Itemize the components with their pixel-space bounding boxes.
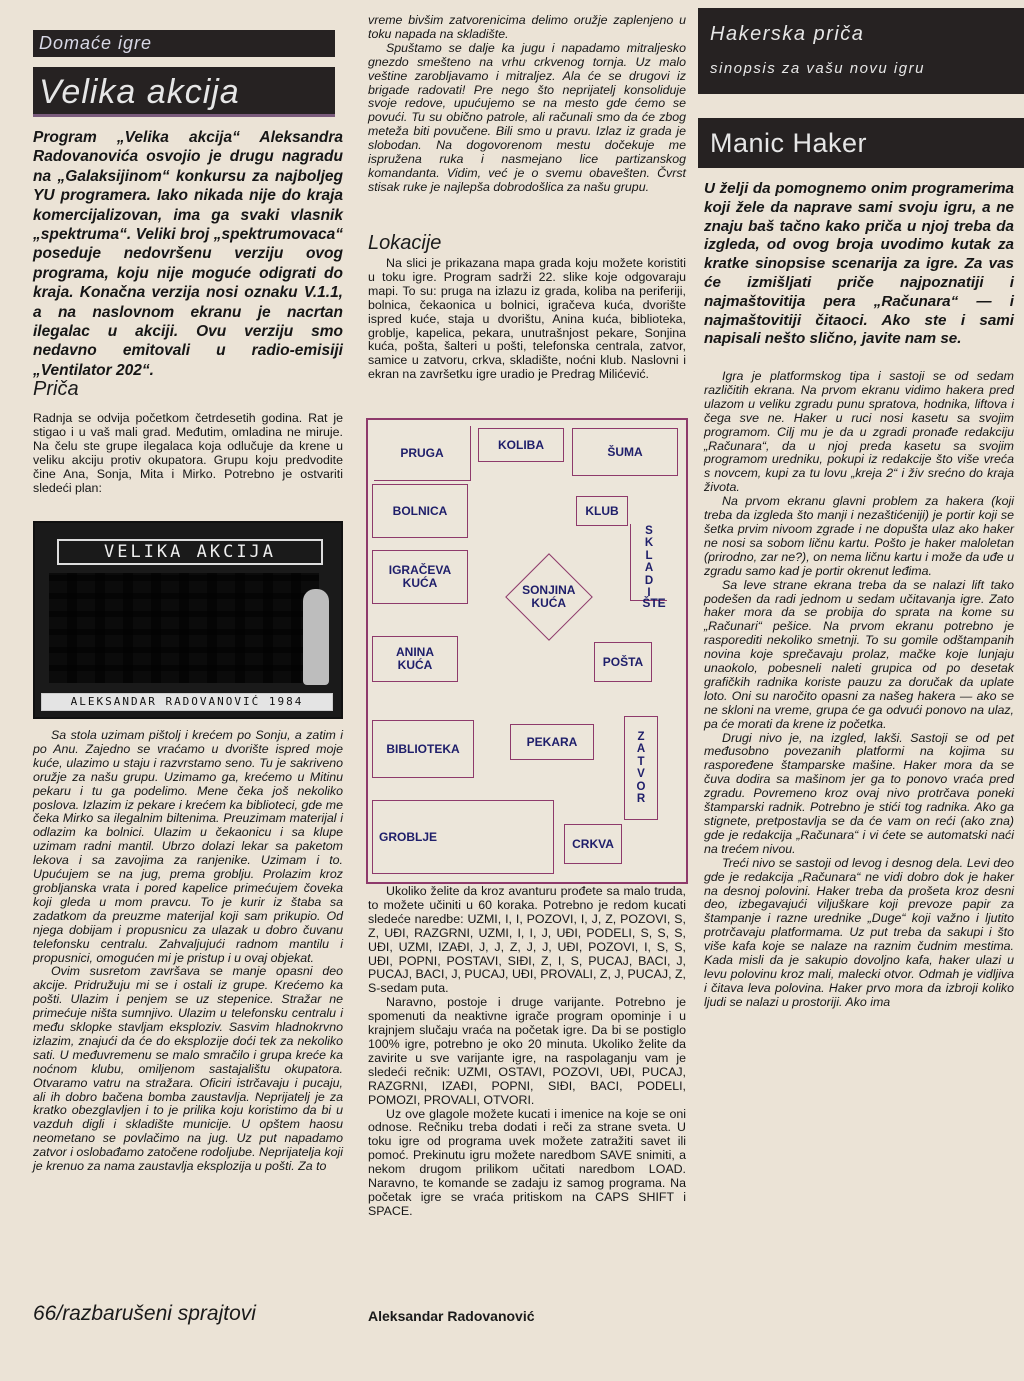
walkthrough-continued: vreme bivšim zatvorenicima delimo oružje zaplenjeno u toku napada na skladište. Spuštamo se dalje ka jugu i napadamo mitraljesko gnezdo smešteno na vrhu crkvenog tornja. Uz malo veštine zarobljavamo i mitraljez. Ala će se drugovi iz brigade radovati! Pre nego što neprijatelj konsoliduje svoje redove, upućujemo se na mesto gde ćemo se povući. Tu su obično patrole, ali računali smo da će zbog meteža biti povučene. Bili smo u pravu. Izlaz iz grada je slobodan. Na dogovorenom mestu dočekuje me ispružena ruka i nasmejano lice partizanskog komandanta. Vidim, već je o svemu obavešten. Čvrst stisak ruke je najlepša dobrodošlica za našu grupu.: [368, 13, 686, 194]
map-bolnica: BOLNICA: [372, 484, 468, 538]
banner-subtitle: sinopsis za vašu novu igru: [710, 60, 925, 77]
commands-text: Ukoliko želite da kroz avanturu prođete sa malo truda, to možete učiniti u 60 koraka. Potrebno je redom kucati sledeće naredbe: UZMI, I, I, POZOVI, I, J, Z, POZOVI, S, Z, UĐI, RAZGRNI, UZMI, I, I, J, UĐI, PODELI, S, S, S, UĐI, UZMI, IZAĐI, J, J, Z, J, J, UĐI, POZOVI, I, S, S, UĐI, POPNI, POSTAVI, SIĐI, Z, I, S, PUCAJ, BACI, J, PUCAJ, BACI, J, PUCAJ, UĐI, PROVALI, Z, J, PUCAJ, Z, S-sedam puta. Naravno, postoje i druge varijante. Potrebno je spomenuti da neaktivne igrače program opominje i u krajnjem slučaju vraća na početak igre. Da bi se postiglo 100% igre, potrebno je oko 20 minuta. Ukoliko želite da zavirite u sve varijante igre, na raspolaganju vam je sledeći rečnik: UZMI, OSTAVI, POZOVI, UĐI, PUCAJ, RAZGRNI, IZAĐI, POPNI, SIĐI, BACI, PODELI, POMOZI, PROVALI, OTVORI. Uz ove glagole možete kucati i imenice na koje se oni odnose. Rečniku treba dodati i reči za strane sveta. U toku igre od programa uvek možete zatražiti savet ili pomoć. Prekinutu igru možete naredbom SAVE snimiti, a nekom drugom prilikom učitati naredbom LOAD. Naravno, te komande se zadaju iz samog programa. Na početak igre se vraća pritiskom na CAPS SHIFT i SPACE.: [368, 884, 686, 1218]
illegal-fighter-figure: [303, 589, 329, 685]
author-signature: Aleksandar Radovanović: [368, 1308, 535, 1324]
map-klub: KLUB: [576, 496, 628, 526]
game-screenshot: [33, 521, 343, 719]
map-pruga: PRUGA: [374, 426, 471, 481]
article-lead: Program „Velika akcija“ Aleksandra Radovanovića osvojio je drugu nagradu na „Galaksijinom“ konkursu za najbolјeg YU programera. Iako nikada nije do kraja komercijalizovan, ima ga svaki vlasnik „spektruma“. Veliki broj „spektrumovaca“ poseduje nedovršenu verziju ovog programa, koju nije moguće odigrati do kraja. Konačna verzija nosi oznaku V.1.1, a na naslovnom ekranu je nacrtan ilegalac u akciji. Ovu verziju smo nedavno emitovali u radio-emisiji „Ventilator 202“.: [33, 129, 343, 379]
screenshot-caption: ALEKSANDAR RADOVANOVIĆ 1984: [41, 693, 333, 711]
map-skladiste-tail: ŠTE: [642, 595, 666, 610]
section-tag: Domaće igre: [33, 30, 335, 57]
map-zatvor: Z A T V O R: [624, 716, 658, 820]
map-igraceva-kuca: IGRAČEVA KUĆA: [372, 550, 468, 604]
page-folio: 66/razbarušeni sprajtovi: [33, 1302, 256, 1325]
map-anina-kuca: ANINA KUĆA: [372, 636, 458, 682]
right-lead: U želji da pomognemo onim programerima koji žele da naprave sami svoju igru, a ne znaju baš tačno kako priča u njoj treba da izgleda, od ovog broja uvodimo kutak za kratke sinopsise scenarija za igre. Za vas će izmišljati priče najpoznatiji i najmaštovitija pera „Računara“ — i najmaštovitiji čitaoci. Ako ste i sami napisali nešto slično, javite nam se.: [704, 180, 1014, 348]
map-suma: ŠUMA: [572, 428, 678, 476]
article-title: Velika akcija: [33, 67, 335, 117]
story-intro: Radnja se odvija početkom četrdesetih godina. Rat je stigao i u vaš mali grad. Međutim, omladina ne miruje. Na čelu ste grupe ilegalaca koja odlučuje da krene u veliku akciju protiv okupatora. Grupu koju predvodite čine Ana, Sonja, Mita i Mirko. Potrebno je ostvariti sledeći plan:: [33, 411, 343, 495]
synopsis-text: Igra je platformskog tipa i sastoji se od sedam različitih ekrana. Na prvom ekranu vidimo hakera pred ulazom u veliku zgradu punu spratova, hodnika, liftova i čega sve ne. Haker u ruci nosi kasetu sa svojim programom. Cilj mu je da u zgradi pronađe redakciju „Računara“, da u njoj preda kasetu sa svojim programom uredniku, pokupi iz redakcije što više vreća s novcem, kupi za tu lovu „kreja 2“ i živ srećno do kraja života. Na prvom ekranu glavni problem za hakera (koji treba da izgleda što manji i nezaštićeniji) je portir koji se šetka prvim nivoom zgrade i ne dopušta ulaz ako haker ne nosi sa sobom ličnu kartu. Pošto je haker maloletan (prirodno, zar ne?), on nema ličnu kartu i može da uđe u zgradu samo kad je portir okrenut leđima. Sa leve strane ekrana treba da se nalazi lift tako podešen da radi jednom u sedam učitavanja igre. Zato haker mora da se probija do sprata na kome su „Računari“ pešice. Na prvom ekranu potrebno je rasporediti nekoliko smetnji. To su gomile odštampanih novina koje sprečavaju prolaz, mačke koje lunjaju unaokolo, pobesneli naleti grupica od po desetak grafičkih radnika koriste pauzu za doručak da uplate loto. Oni su naročito opasni za našeg hakera — ako se ne skloni na vreme, grupa će ga odvući ponovo na ulaz, pa će morati da krene iz početka. Drugi nivo je, na izgled, lakši. Sastoji se od pet međusobno povezanih platformi na kojima su raspoređene štamparske mašine. Haker mora da se čuva dodira sa mašinom jer ga to ponovo vraća pred zgradu. Povremeno kroz ovaj nivo protrčava poneki štamparski radnik. Potrebno je stići tog radnika. Ako ga stignete, pretpostavlja se da će vam on reći (ako zna) gde je redakcija „Računara“ i vi ćete se automatski naći na trećem nivou. Treći nivo se sastoji od levog i desnog dela. Levi deo gde je redakcija „Računara“ ne vidi dobro dok je haker na desnoj polovini. Haker treba da prošeta kroz desni deo, izbegavajući viljuškare koji prevoze papir za štampanje i razne urednike „Duge“ koji važno i ljutito protrčavaju platformama. Uz put treba da sakupi i što više kafa koje se nalaze na raznim čudnim mestima. Kada misli da je sakupio dovoljno kafa, haker ulazi u levu polovinu kroz mali, malecki otvor. Odmah je vidljiva i čitava leva polovina. Haker prvo mora da izbroji koliko ljudi se nalazi u prostoriji. Ako ima: [704, 369, 1014, 1009]
map-pekara: PEKARA: [510, 724, 594, 760]
map-posta: POŠTA: [594, 642, 652, 682]
right-banner: [698, 8, 1024, 94]
walkthrough-text: Sa stola uzimam pištolj i krećem po Sonju, a zatim i po Anu. Zajedno se vraćamo u dvorište ispred moje kuće, ulazimo u staju i razvrstamo seno. Tu je sakriveno oružje za našu grupu. Uzimamo ga, krećemo u Mitinu pekaru i tu ga podelimo. Mene čeka još nekoliko poslova. Izlazim iz pekare i krećem ka biblioteci, gde me čeka Mirko sa ilegalnim biltenima. Preuzimam materijal i odlazim ka bolnici. Ulazim u čekaonicu i sa klupe uzimam radni mantil. Ubrzo dolazi lekar sa paketom lekova i sa zavojima za ranjenike. Uzimam i to. Upućujem se na jug, prema groblju. Prolazim kroz grobljanska vrata i pored kapelice primećujem čoveka koji gleda u mom pravcu. To je kurir iz štaba sa zadatkom da preuzme materijal koji sam prikupio. Od njega dobijam i propusnicu za ulazak u dobro čuvanu telefonsku centralu. Zahvaljujući radnom mantilu i propusnici, omogućen mi je pristup i u ovaj objekat. Ovim susretom završava se manje opasni deo akcije. Pridružuju mi se i ostali iz grupe. Krećemo ka pošti. Ulazim i penjem se uz stepenice. Stražar ne primećuje ništa sumnjivo. Ulazim u telefonsku centralu i među sklopke stavljam eksploziv. Sasvim hladnokrvno izlazim, znajući da će do eksplozije doći tek za nekoliko sati. U međuvremenu se malo smračilo i grupa kreće ka noćnom klubu, omiljenom sastajalištu okupatora. Otvaramo vatru na stražara. Oficiri istrčavaju i pucaju, ali ih dobro bačena bomba zaustavlja. Neprijatelj je za kratko obezglavljen i to je prilika koju koristimo da bi u vazduh digli i skladište municije. U opštem haosu neometano se povlačimo na jug. Uz put napadamo zatvor i oslobađamo zatočene rodoljube. Neprijatelja koji je krenuo za nama zaustavlja eksplozija u pošti. Za to: [33, 728, 343, 1174]
map-biblioteka: BIBLIOTEKA: [372, 720, 474, 778]
right-title: Manic Haker: [698, 118, 1024, 168]
map-skladiste: S K L A D I: [630, 524, 667, 601]
locations-heading: Lokacije: [368, 232, 442, 254]
map-koliba: KOLIBA: [478, 428, 564, 462]
screenshot-title: VELIKA AKCIJA: [57, 539, 323, 565]
map-groblje: GROBLJE: [372, 800, 554, 874]
screenshot-scene: [49, 573, 319, 683]
map-sonjina-kuca: SONJINA KUĆA: [505, 553, 593, 641]
city-map: [366, 418, 688, 884]
story-heading: Priča: [33, 378, 79, 400]
banner-title: Hakerska priča: [710, 23, 865, 45]
locations-text: Na slici je prikazana mapa grada koju možete koristiti u toku igre. Program sadrži 22. slike koje odgovaraju mapi. To su: pruga na izlazu iz grada, koliba na periferiji, bolnica, čekaonica u bolnici, igračeva kuća, dvorište ispred kuće, staja u dvorištu, Anina kuća, biblioteka, groblje, kapelica, pekara, unutrašnjost pekare, Sonjina kuća, pošta, šalteri u pošti, telefonska centrala, zatvor, samice u zatvoru, crkva, skladište, noćni klub. Naslovni i ekran na završetku igre uradio je Predrag Milićević.: [368, 256, 686, 382]
map-crkva: CRKVA: [564, 824, 622, 864]
